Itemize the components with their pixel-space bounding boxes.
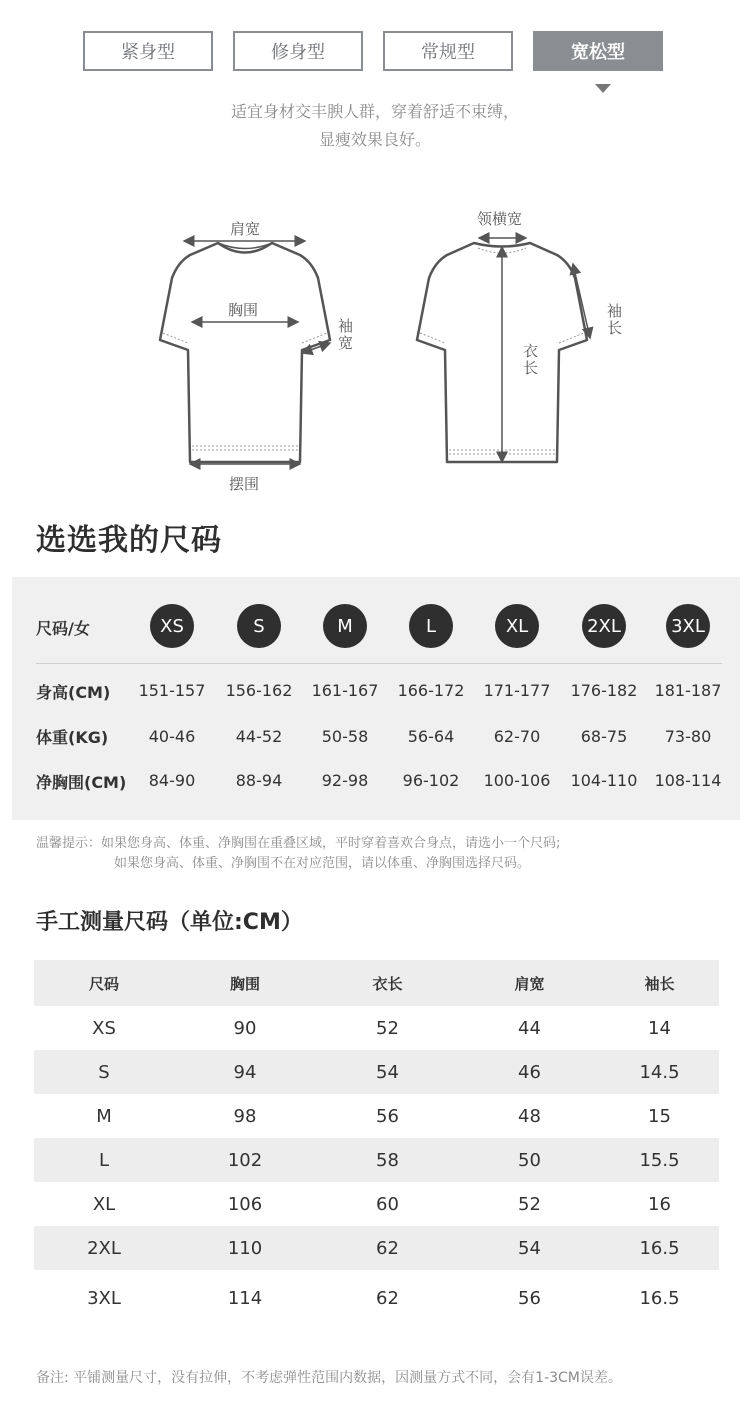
fit-description-line-2: 显瘦效果良好。 [318, 130, 431, 149]
height-cell: 181-187 [654, 681, 722, 700]
table-row [34, 1138, 719, 1182]
table-row [34, 1050, 719, 1094]
weight-row-label: 体重(KG) [36, 728, 109, 747]
table-cell: 48 [518, 1105, 541, 1127]
table-cell: 44 [518, 1017, 541, 1039]
column-header: 尺码 [34, 960, 174, 1006]
table-header-row [34, 960, 719, 1006]
table-cell: 15 [648, 1105, 671, 1127]
bust-cell: 100-106 [483, 771, 551, 790]
height-cell: 176-182 [570, 681, 638, 700]
size-chart-divider [36, 663, 722, 664]
tab-regular-fit[interactable]: 常规型 [383, 31, 513, 71]
table-cell: 114 [227, 1287, 263, 1309]
tab-tight-fit[interactable]: 紧身型 [83, 31, 213, 71]
table-cell: 14.5 [600, 1050, 719, 1094]
fit-description [0, 98, 750, 154]
weight-cell: 68-75 [580, 727, 628, 746]
table-cell: 46 [459, 1050, 600, 1094]
table-cell: 15.5 [600, 1138, 719, 1182]
measurement-title: 手工测量尺码（单位:CM） [36, 910, 303, 935]
fit-type-tabs [83, 31, 666, 75]
tshirt-outline-icon [0, 200, 750, 500]
column-header: 袖长 [600, 960, 719, 1006]
garment-length-label: 衣长 [521, 343, 539, 377]
table-cell: 2XL [34, 1226, 174, 1270]
table-row [34, 1006, 719, 1050]
table-cell: 52 [376, 1017, 399, 1039]
weight-cell: 44-52 [235, 727, 283, 746]
height-cell: 161-167 [311, 681, 379, 700]
table-cell: 110 [174, 1226, 316, 1270]
shoulder-width-label: 肩宽 [230, 220, 261, 238]
bust-cell: 92-98 [321, 771, 369, 790]
height-row-label: 身高(CM) [36, 683, 111, 702]
table-cell: 102 [174, 1138, 316, 1182]
size-header-label: 尺码/女 [36, 619, 90, 638]
column-header: 胸围 [174, 960, 316, 1006]
table-cell: L [34, 1138, 174, 1182]
table-cell: XS [92, 1017, 116, 1039]
table-cell: 14 [648, 1017, 671, 1039]
measurement-diagram [0, 200, 750, 500]
hem-label: 摆围 [229, 475, 260, 493]
table-cell: 94 [174, 1050, 316, 1094]
height-cell: 166-172 [397, 681, 465, 700]
size-badge-xs: XS [150, 604, 194, 648]
column-header: 肩宽 [459, 960, 600, 1006]
tab-loose-fit[interactable]: 宽松型 [533, 31, 663, 71]
chest-label: 胸围 [228, 301, 259, 319]
table-cell: 16.5 [639, 1287, 680, 1309]
size-tip [36, 834, 560, 874]
table-cell: 3XL [87, 1287, 121, 1309]
bust-cell: 104-110 [570, 771, 638, 790]
table-cell: 106 [227, 1193, 263, 1215]
size-badge-2xl: 2XL [582, 604, 626, 648]
bust-row-label: 净胸围(CM) [36, 773, 127, 792]
table-cell: S [34, 1050, 174, 1094]
table-cell: 52 [518, 1193, 541, 1215]
table-cell: 98 [233, 1105, 257, 1127]
height-cell: 151-157 [138, 681, 206, 700]
table-cell: 50 [459, 1138, 600, 1182]
table-cell: 62 [316, 1226, 459, 1270]
size-badge-m: M [323, 604, 367, 648]
bust-cell: 84-90 [148, 771, 196, 790]
table-cell: 58 [316, 1138, 459, 1182]
size-tip-line-2: 如果您身高、体重、净胸围不在对应范围，请以体重、净胸围选择尺码。 [114, 856, 531, 871]
table-cell: XL [92, 1193, 116, 1215]
height-cell: 171-177 [483, 681, 551, 700]
table-cell: M [96, 1105, 112, 1127]
size-tip-line-1: 温馨提示：如果您身高、体重、净胸围在重叠区域，平时穿着喜欢合身点，请选小一个尺码; [36, 836, 561, 851]
measurement-table [34, 960, 719, 1326]
table-cell: 60 [376, 1193, 399, 1215]
sleeve-length-label: 袖长 [605, 303, 623, 337]
size-badge-s: S [237, 604, 281, 648]
weight-cell: 73-80 [664, 727, 712, 746]
weight-cell: 56-64 [407, 727, 455, 746]
collar-width-label: 领横宽 [477, 210, 523, 228]
measurement-note: 备注: 平铺测量尺寸，没有拉伸，不考虑弹性范围内数据，因测量方式不同，会有1-3CM误差。 [36, 1370, 622, 1386]
table-cell: 54 [316, 1050, 459, 1094]
table-row [34, 1226, 719, 1270]
bust-cell: 108-114 [654, 771, 722, 790]
size-badge-l: L [409, 604, 453, 648]
table-row [34, 1270, 719, 1326]
weight-cell: 40-46 [148, 727, 196, 746]
table-cell: 16.5 [600, 1226, 719, 1270]
table-cell: 56 [518, 1287, 541, 1309]
height-cell: 156-162 [225, 681, 293, 700]
table-row [34, 1094, 719, 1138]
table-cell: 54 [459, 1226, 600, 1270]
column-header: 衣长 [316, 960, 459, 1006]
bust-cell: 96-102 [402, 771, 460, 790]
size-badge-3xl: 3XL [666, 604, 710, 648]
bust-cell: 88-94 [235, 771, 283, 790]
weight-cell: 50-58 [321, 727, 369, 746]
tab-slim-fit[interactable]: 修身型 [233, 31, 363, 71]
active-tab-pointer-icon [595, 84, 611, 93]
size-badge-xl: XL [495, 604, 539, 648]
table-row [34, 1182, 719, 1226]
table-cell: 62 [376, 1287, 399, 1309]
table-cell: 56 [376, 1105, 399, 1127]
size-section-title: 选选我的尺码 [36, 523, 222, 558]
table-cell: 16 [648, 1193, 671, 1215]
table-cell: 90 [233, 1017, 257, 1039]
weight-cell: 62-70 [493, 727, 541, 746]
size-chart-panel [12, 577, 740, 820]
fit-description-line-1: 适宜身材交丰腴人群，穿着舒适不束缚， [230, 102, 519, 121]
sleeve-width-label: 袖宽 [336, 318, 354, 352]
